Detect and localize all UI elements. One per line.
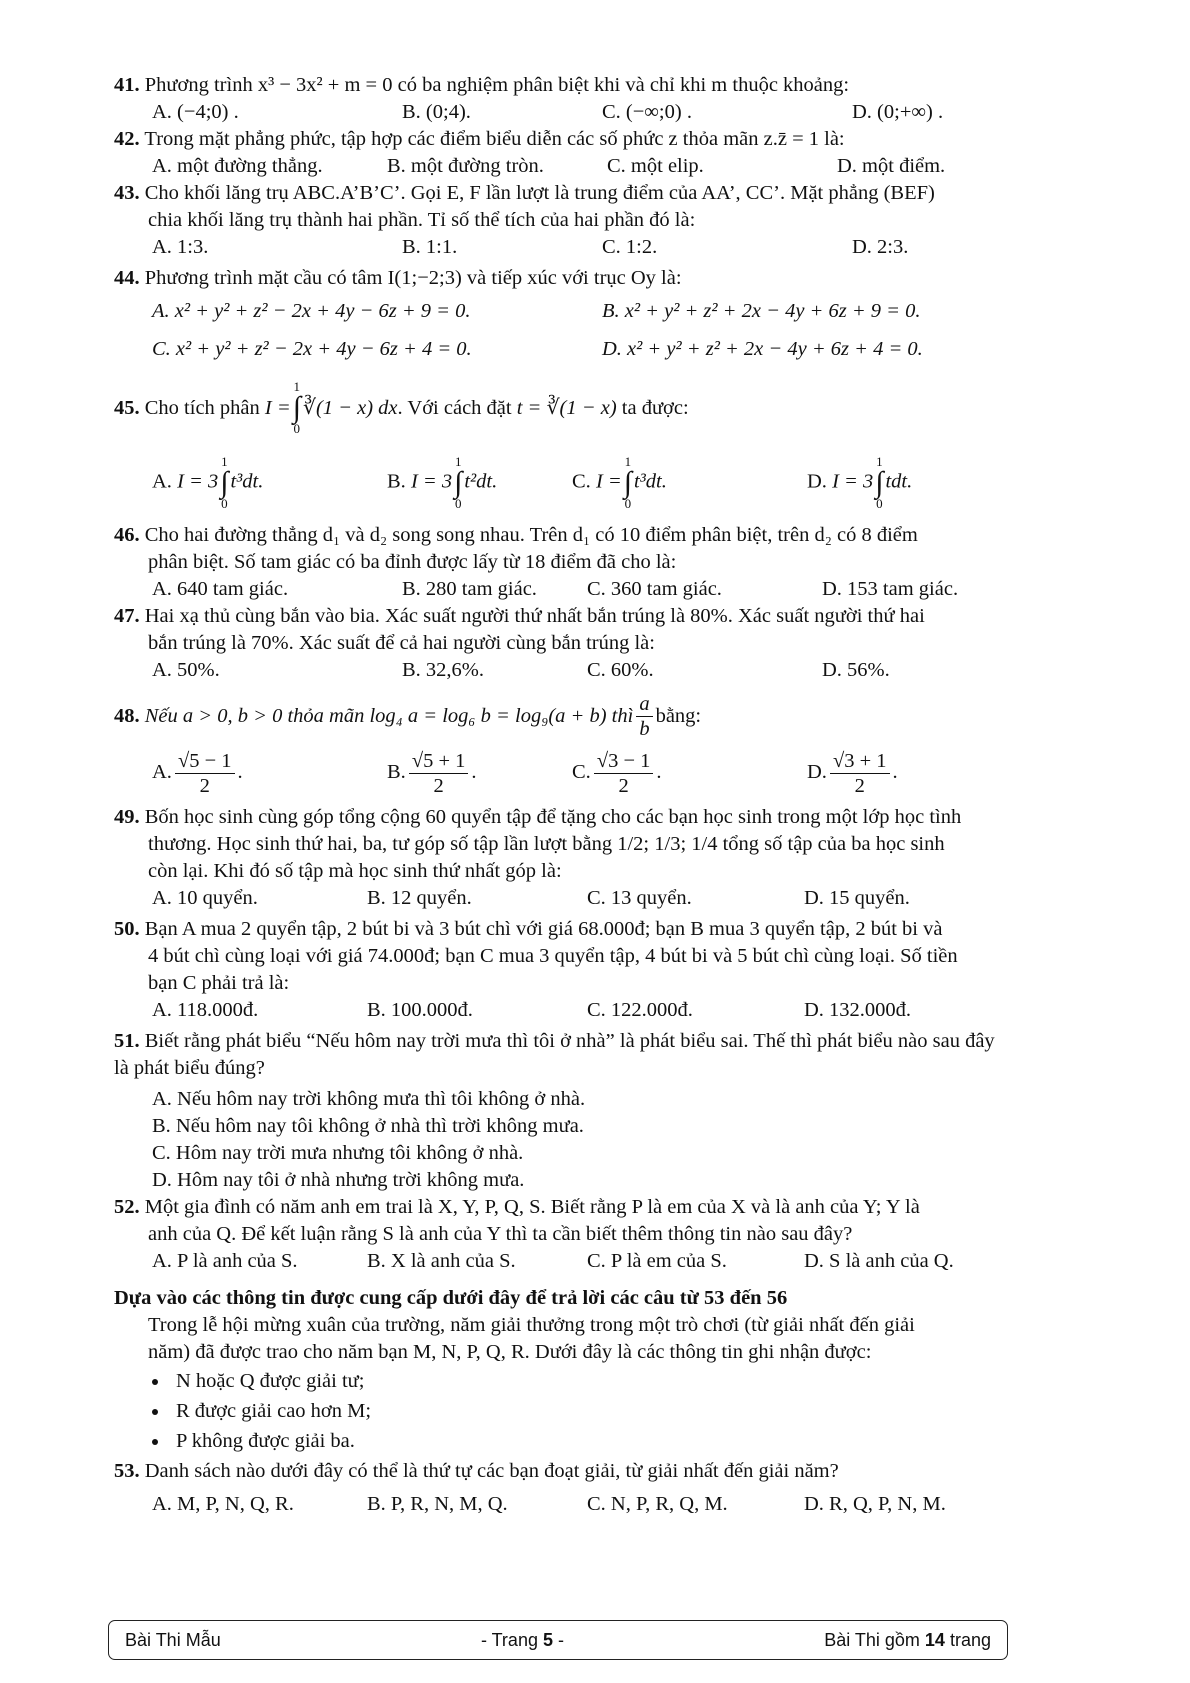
options bbox=[114, 292, 1109, 330]
options bbox=[114, 1491, 1109, 1518]
question-48: 48. Nếu a > 0, b > 0 thỏa mãn log₄ a = log₆ b = log₉(a + b) thì $\frac{a}{b}$ bằng: A. $\frac{√5 - 1}{2}$ . B. $\frac{√5 + 1}{2}$ . C. $\frac{√3 - 1}{2}$ . D. $\frac{√3 + 1}{2}$ . bbox=[114, 690, 1109, 804]
option-b: B. x² + y² + z² + 2x − 4y + 6z + 9 = 0. bbox=[602, 299, 921, 322]
option-d: D. S là anh của Q. bbox=[804, 1250, 954, 1272]
option-a: A. x² + y² + z² − 2x + 4y − 6z + 9 = 0. bbox=[152, 299, 471, 322]
question-43: 43. Cho khối lăng trụ ABC.A’B’C’. Gọi E, F lần lượt là trung điểm của AA’, CC’. Mặt phẳng (BEF) chia khối lăng trụ thành hai phần. Tỉ số thể tích của hai phần đó là: A. 1:3. B. 1:1. C. 1:2. D. 2:3. bbox=[114, 180, 1109, 261]
option-c: C. x² + y² + z² − 2x + 4y − 6z + 4 = 0. bbox=[152, 337, 472, 360]
option-a: A. 10 quyển. bbox=[152, 887, 258, 909]
list-item: • P không được giải ba. bbox=[170, 1426, 1109, 1456]
question-41: 41. Phương trình x³ − 3x² + m = 0 có ba nghiệm phân biệt khi và chỉ khi m thuộc khoảng: A. (−4;0) . B. (0;4). C. (−∞;0) . D. (0;+∞) . bbox=[114, 72, 1109, 126]
option-d: D. (0;+∞) . bbox=[852, 101, 944, 123]
section-paragraph: Trong lễ hội mừng xuân của trường, năm giải thưởng trong một trò chơi (từ giải nhất đến giải năm) đã được trao cho năm bạn M, N, P, Q, R. Dưới đây là các thông tin ghi nhận được: bbox=[148, 1314, 915, 1363]
option-a: A. $\frac{√5 - 1}{2}$ . bbox=[152, 749, 243, 797]
question-50: 50. Bạn A mua 2 quyển tập, 2 bút bi và 3 bút chì với giá 68.000đ; bạn B mua 3 quyển tập, 2 bút bi và 4 bút chì cùng loại với giá 74.000đ; bạn C mua 3 quyển tập, 4 bút bi và 5 bút chì cùng loại. Số tiền bạn C phải trả là: A. 118.000đ. B. 100.000đ. C. 122.000đ. D. 132.000đ. bbox=[114, 916, 1109, 1024]
option-b: B. 280 tam giác. bbox=[402, 578, 537, 600]
option-d: D. một điểm. bbox=[837, 155, 946, 177]
options bbox=[114, 576, 1109, 603]
question-49: 49. Bốn học sinh cùng góp tổng cộng 60 quyển tập để tặng cho các bạn học sinh trong một lớp học tình thương. Học sinh thứ hai, ba, tư góp số tập lần lượt bằng 1/2; 1/3; 1/4 tổng số tập của ba học sinh còn lại. Khi đó số tập mà học sinh thứ nhất góp là: A. 10 quyển. B. 12 quyển. C. 13 quyển. D. 15 quyển. bbox=[114, 804, 1109, 912]
option-b: B. một đường tròn. bbox=[387, 155, 544, 177]
options bbox=[114, 234, 1109, 261]
option-b: B. P, R, N, M, Q. bbox=[367, 1493, 508, 1515]
options bbox=[114, 1248, 1109, 1275]
option-c: C. 13 quyển. bbox=[587, 887, 692, 909]
question-44: 44. Phương trình mặt cầu có tâm I(1;−2;3) và tiếp xúc với trục Oy là: A. x² + y² + z² − 2x + 4y − 6z + 9 = 0. B. x² + y² + z² + 2x − 4y + 6z + 9 = 0. C. x² + y² + z² − 2x + 4y − 6z + 4 = 0. D. x² + y² + z² + 2x − 4y + 6z + 4 = 0. bbox=[114, 265, 1109, 368]
option-a: A. một đường thẳng. bbox=[152, 155, 323, 177]
option-a: A. I = 3 1 ∫ 0 t³dt. bbox=[152, 454, 264, 511]
question-53: 53. Danh sách nào dưới đây có thể là thứ tự các bạn đoạt giải, từ giải nhất đến giải năm? A. M, P, N, Q, R. B. P, R, N, M, Q. C. N, P, R, Q, M. D. R, Q, P, N, M. bbox=[114, 1458, 1109, 1518]
section-title: Dựa vào các thông tin được cung cấp dưới đây để trả lời các câu từ 53 đến 56 bbox=[114, 1287, 788, 1309]
option-b: B. 1:1. bbox=[402, 236, 458, 258]
option-d: D. Hôm nay tôi ở nhà nhưng trời không mưa. bbox=[152, 1169, 525, 1191]
option-b: B. Nếu hôm nay tôi không ở nhà thì trời không mưa. bbox=[152, 1115, 584, 1137]
rules-list bbox=[114, 1366, 1109, 1456]
options bbox=[114, 1086, 1109, 1194]
option-d: D. I = 3 1 ∫ 0 tdt. bbox=[807, 454, 913, 511]
option-c: C. 360 tam giác. bbox=[587, 578, 722, 600]
option-c: C. (−∞;0) . bbox=[602, 101, 692, 123]
option-b: B. 32,6%. bbox=[402, 659, 484, 681]
integral-sign: 1 ∫ 0 bbox=[292, 379, 301, 436]
exam-page bbox=[114, 72, 1109, 1518]
option-d: D. 15 quyển. bbox=[804, 887, 910, 909]
options bbox=[114, 885, 1109, 912]
option-a: A. (−4;0) . bbox=[152, 101, 239, 123]
fraction-a-over-b: $\frac{a}{b}$ bbox=[636, 692, 652, 741]
integral-expression: I = bbox=[264, 396, 291, 419]
options bbox=[114, 997, 1109, 1024]
list-item: • N hoặc Q được giải tư; bbox=[170, 1366, 1109, 1396]
options bbox=[114, 99, 1109, 126]
options bbox=[114, 444, 1109, 522]
question-46: 46. Cho hai đường thẳng d₁ và d₂ song song nhau. Trên d₁ có 10 điểm phân biệt, trên d₂ có 8 điểm phân biệt. Số tam giác có ba đỉnh được lấy từ 18 điểm đã cho là: A. 640 tam giác. B. 280 tam giác. C. 360 tam giác. D. 153 tam giác. bbox=[114, 522, 1109, 603]
option-c: C. 122.000đ. bbox=[587, 999, 693, 1021]
option-c: C. I = 1 ∫ 0 t³dt. bbox=[572, 454, 667, 511]
option-a: A. P là anh của S. bbox=[152, 1250, 298, 1272]
option-d: D. R, Q, P, N, M. bbox=[804, 1493, 946, 1515]
options bbox=[114, 330, 1109, 368]
question-52: 52. Một gia đình có năm anh em trai là X, Y, P, Q, S. Biết rằng P là em của X và là anh của Y; Y là anh của Q. Để kết luận rằng S là anh của Y thì ta cần biết thêm thông tin nào sau đây? A. P là anh của S. B. X là anh của S. C. P là em của S. D. S là anh của Q. bbox=[114, 1194, 1109, 1275]
option-b: B. (0;4). bbox=[402, 101, 471, 123]
question-47: 47. Hai xạ thủ cùng bắn vào bia. Xác suất người thứ nhất bắn trúng là 80%. Xác suất người thứ hai bắn trúng là 70%. Xác suất để cả hai người cùng bắn trúng là: A. 50%. B. 32,6%. C. 60%. D. 56%. bbox=[114, 603, 1109, 684]
option-b: B. 100.000đ. bbox=[367, 999, 473, 1021]
option-c: C. 60%. bbox=[587, 659, 654, 681]
option-d: D. 132.000đ. bbox=[804, 999, 912, 1021]
option-c: C. Hôm nay trời mưa nhưng tôi không ở nhà. bbox=[152, 1142, 524, 1164]
option-d: D. x² + y² + z² + 2x − 4y + 6z + 4 = 0. bbox=[602, 337, 923, 360]
option-d: D. 2:3. bbox=[852, 236, 909, 258]
option-a: A. 1:3. bbox=[152, 236, 209, 258]
list-item: • R được giải cao hơn M; bbox=[170, 1396, 1109, 1426]
option-b: B. I = 3 1 ∫ 0 t²dt. bbox=[387, 454, 498, 511]
footer-left: Bài Thi Mẫu bbox=[125, 1629, 221, 1650]
option-c: C. 1:2. bbox=[602, 236, 658, 258]
option-a: A. Nếu hôm nay trời không mưa thì tôi không ở nhà. bbox=[152, 1088, 586, 1110]
option-d: D. 153 tam giác. bbox=[822, 578, 959, 600]
question-45: 45. Cho tích phân I = 1 ∫ 0 ∛(1 − x) dx . Với cách đặt t = ∛(1 − x) ta được: A. I = 3 1 ∫ 0 t³dt. B. I = 3 1 ∫ 0 t²dt. C. I = 1 ∫ 0 t³dt. D. I = 3 1 ∫ 0 tdt. bbox=[114, 372, 1109, 522]
option-a: A. 640 tam giác. bbox=[152, 578, 289, 600]
option-c: C. N, P, R, Q, M. bbox=[587, 1493, 728, 1515]
footer-page-number: - Trang 5 - bbox=[480, 1629, 564, 1650]
options bbox=[114, 153, 1109, 180]
question-42: 42. Trong mặt phẳng phức, tập hợp các điểm biểu diễn các số phức z thỏa mãn z.z̄ = 1 là: A. một đường thẳng. B. một đường tròn. C. một elip. D. một điểm. bbox=[114, 126, 1109, 180]
option-a: A. M, P, N, Q, R. bbox=[152, 1493, 294, 1515]
option-c: C. P là em của S. bbox=[587, 1250, 727, 1272]
options bbox=[114, 657, 1109, 684]
option-d: D. $\frac{√3 + 1}{2}$ . bbox=[807, 749, 898, 797]
option-a: A. 50%. bbox=[152, 659, 220, 681]
option-a: A. 118.000đ. bbox=[152, 999, 259, 1021]
option-c: C. $\frac{√3 - 1}{2}$ . bbox=[572, 749, 662, 797]
option-d: D. 56%. bbox=[822, 659, 890, 681]
info-section bbox=[114, 1285, 1109, 1456]
footer-total-pages: Bài Thi gồm 14 trang bbox=[824, 1629, 991, 1650]
option-c: C. một elip. bbox=[607, 155, 704, 177]
page-footer bbox=[108, 1620, 1008, 1660]
question-51: 51. Biết rằng phát biểu “Nếu hôm nay trời mưa thì tôi ở nhà” là phát biểu sai. Thế thì phát biểu nào sau đây là phát biểu đúng? A. Nếu hôm nay trời không mưa thì tôi không ở nhà. B. Nếu hôm nay tôi không ở nhà thì trời không mưa. C. Hôm nay trời mưa nhưng tôi không ở nhà. D. Hôm nay tôi ở nhà nhưng trời không mưa. bbox=[114, 1028, 1109, 1194]
options bbox=[114, 742, 1109, 804]
option-b: B. 12 quyển. bbox=[367, 887, 472, 909]
option-b: B. X là anh của S. bbox=[367, 1250, 516, 1272]
option-b: B. $\frac{√5 + 1}{2}$ . bbox=[387, 749, 477, 797]
